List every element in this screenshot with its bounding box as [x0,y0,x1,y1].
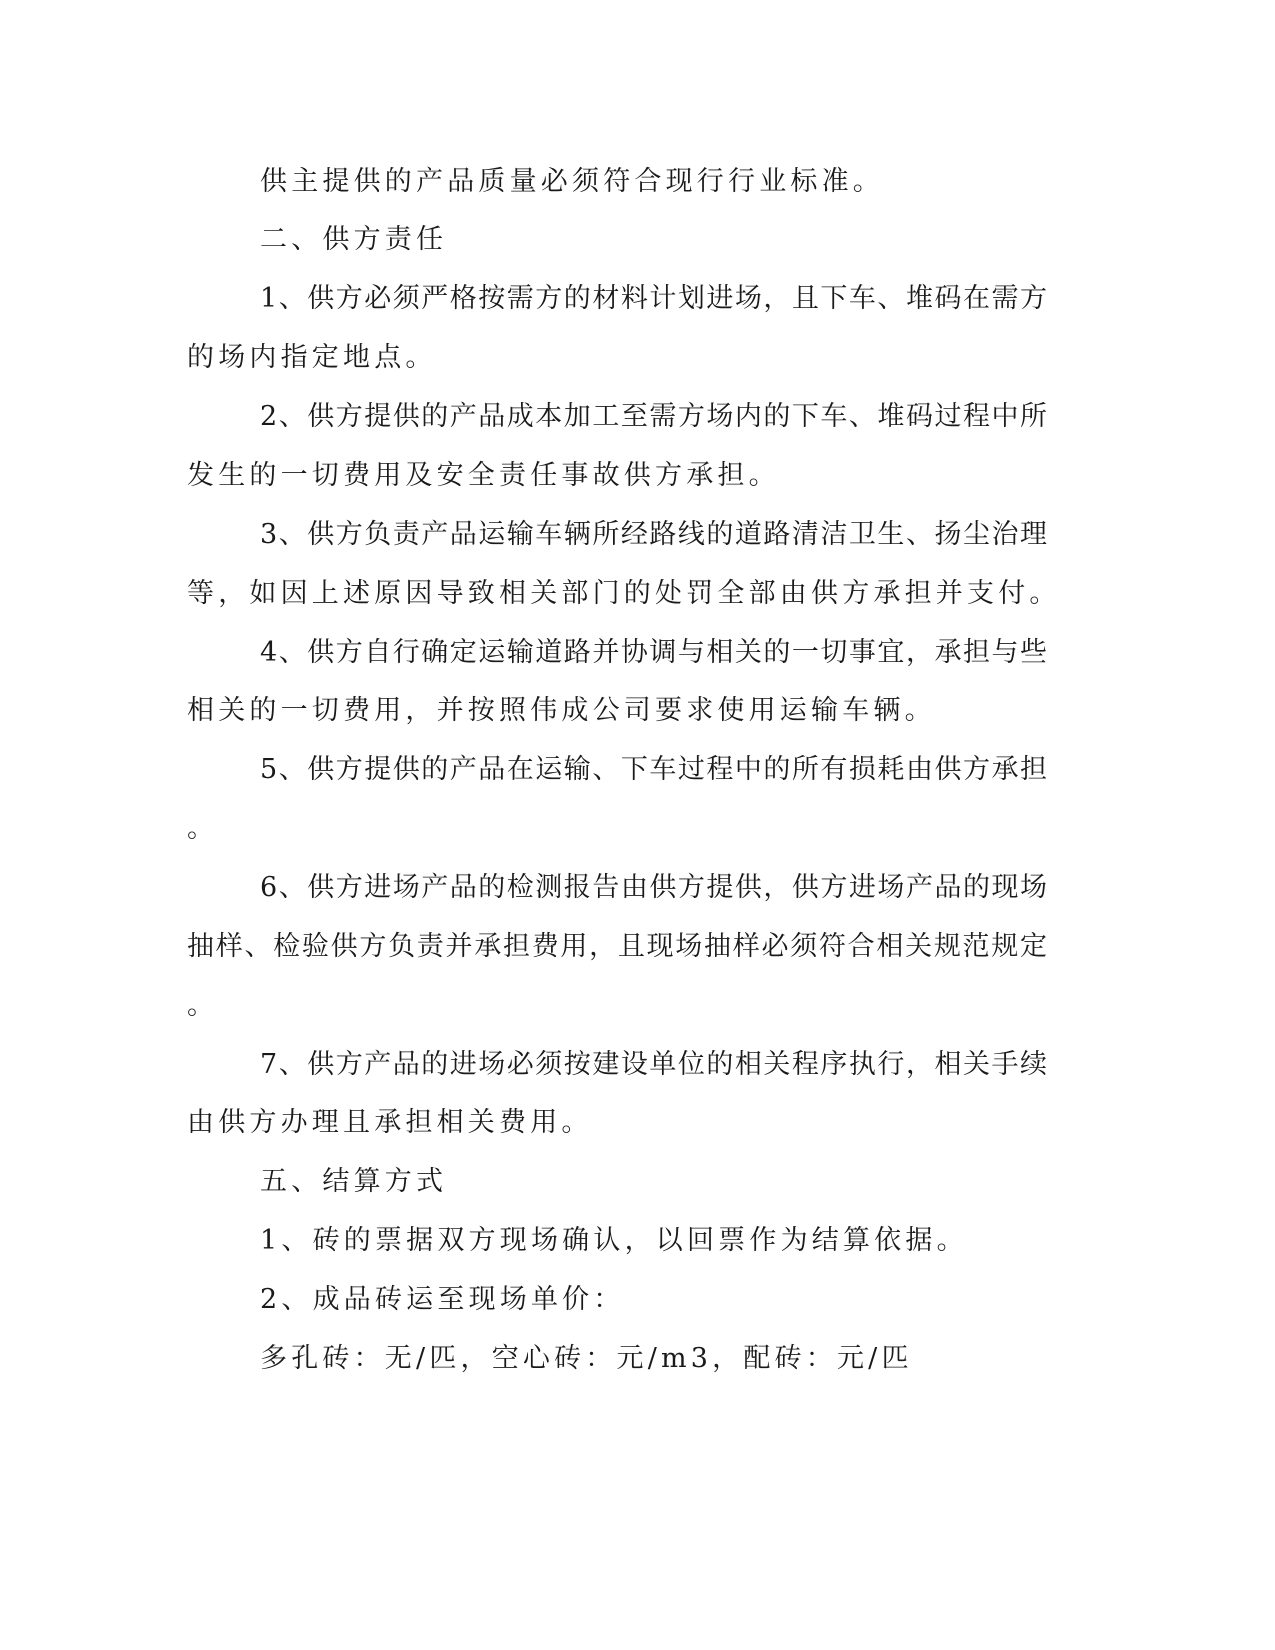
clause-2-line-1: 2、供方提供的产品成本加工至需方场内的下车、堆码过程中所 [260,401,1047,432]
section-heading-supplier-responsibility: 二、供方责任 [260,224,448,255]
paragraph-quality-standard: 供主提供的产品质量必须符合现行行业标准。 [260,166,884,197]
clause-6-line-1: 6、供方进场产品的检测报告由供方提供，供方进场产品的现场 [260,872,1047,903]
clause-6-line-3: 。 [187,990,219,1021]
clause-1-line-2: 的场内指定地点。 [187,342,437,373]
settlement-clause-2: 2、成品砖运至现场单价： [260,1284,625,1315]
clause-4-line-1: 4、供方自行确定运输道路并协调与相关的一切事宜，承担与些 [260,637,1047,668]
clause-7-line-1: 7、供方产品的进场必须按建设单位的相关程序执行，相关手续 [260,1049,1047,1080]
clause-4-line-2: 相关的一切费用，并按照伟成公司要求使用运输车辆。 [187,695,936,726]
clause-3-line-1: 3、供方负责产品运输车辆所经路线的道路清洁卫生、扬尘治理 [260,519,1047,550]
section-heading-settlement: 五、结算方式 [260,1166,448,1197]
settlement-clause-1: 1、砖的票据双方现场确认，以回票作为结算依据。 [260,1225,968,1256]
clause-1-line-1: 1、供方必须严格按需方的材料计划进场，且下车、堆码在需方 [260,283,1047,314]
clause-7-line-2: 由供方办理且承担相关费用。 [187,1107,593,1138]
unit-price-line: 多孔砖：无/匹，空心砖：元/m3，配砖：元/匹 [260,1343,913,1374]
clause-6-line-2: 抽样、检验供方负责并承担费用，且现场抽样必须符合相关规范规定 [187,931,1047,962]
clause-2-line-2: 发生的一切费用及安全责任事故供方承担。 [187,460,780,491]
clause-5-line-1: 5、供方提供的产品在运输、下车过程中的所有损耗由供方承担 [260,754,1047,785]
clause-5-line-2: 。 [187,813,219,844]
clause-3-line-2: 等，如因上述原因导致相关部门的处罚全部由供方承担并支付。 [187,578,1061,609]
